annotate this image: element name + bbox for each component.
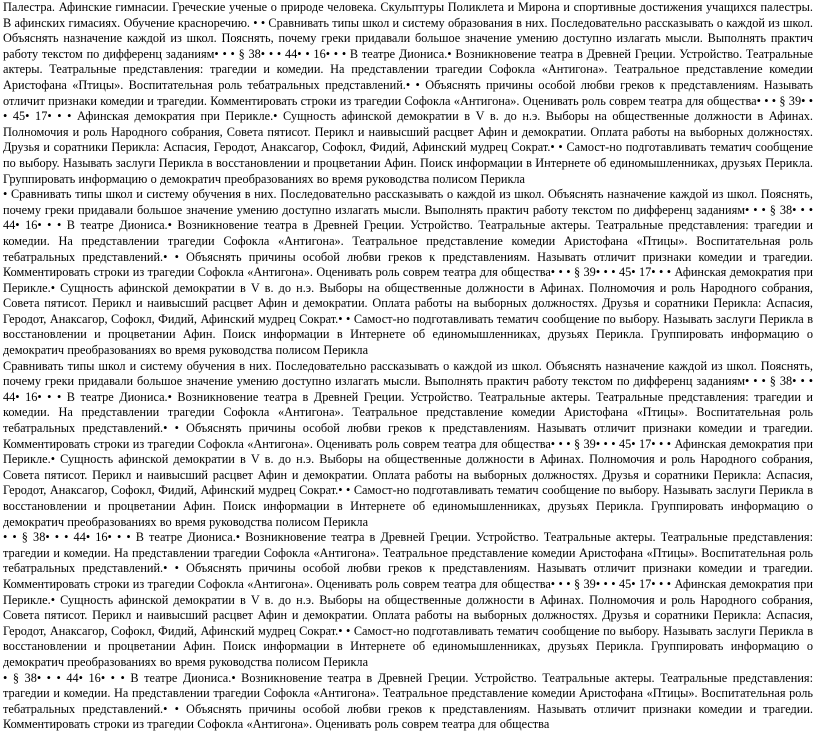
paragraph-1: Палестра. Афинские гимнасии. Греческие ученые о природе человека. Скульптуры Поликлета и Мирона и спортивные достижения учащихся палестры. В афинских гимасиях. Обучение красноречию. • • Сравнивать типы школ и систему образования в них. Последовательно рассказывать о каждой из школ. Объяснять назначение каждой из школ. Пояснять, почему греки придавали большое значение умению доступно излагать мысли. Выполнять практич работу текстом по дифференц заданиям• • • § 38• • • 44• • 16• • • В театре Диониса.• Возникновение театра в Древней Греции. Устройство. Театральные актеры. Театральные представления: трагедии и комедии. На представлении трагедии Софокла «Антигона». Театральное представление комедии Аристофана «Птицы». Воспитательная роль тебатральных представлений.• • Объяснять причины особой любви греков к представлениям. Называть отличит признаки комедии и трагедии. Комментировать строки из трагедии Софокла «Антигона». Оценивать роль соврем театра для общества• • • § 39• • • 45• 17• • • Афинская демократия при Перикле.• Сущность афинской демократии в V в. до н.э. Выборы на общественные должности в Афинах. Полномочия и роль Народного собрания, Совета пятисот. Перикл и наивысший расцвет Афин и демократии. Оплата работы на выборных должностях. Друзья и соратники Перикла: Аспасия, Геродот, Анаксагор, Софокл, Фидий, Афинский мудрец Сократ.• • Самост-но подготавливать тематич сообщение по выбору. Называть заслуги Перикла в восстановлении и процветании Афин. Поиск информации в Интернете об единомышленниках, друзьях Перикла. Группировать информацию о демократич преобразованиях во время руководства полисом Перикла [3,0,813,186]
paragraph-4: • • § 38• • • 44• 16• • • В театре Диониса.• Возникновение театра в Древней Греции. Устройство. Театральные актеры. Театральные представления: трагедии и комедии. На представлении трагедии Софокла «Антигона». Театральное представление комедии Аристофана «Птицы». Воспитательная роль тебатральных представлений.• • Объяснять причины особой любви греков к представлениям. Называть отличит признаки комедии и трагедии. Комментировать строки из трагедии Софокла «Антигона». Оценивать роль соврем театра для общества• • • § 39• • • 45• 17• • • Афинская демократия при Перикле.• Сущность афинской демократии в V в. до н.э. Выборы на общественные должности в Афинах. Полномочия и роль Народного собрания, Совета пятисот. Перикл и наивысший расцвет Афин и демократии. Оплата работы на выборных должностях. Друзья и соратники Перикла: Аспасия, Геродот, Анаксагор, Софокл, Фидий, Афинский мудрец Сократ.• • Самост-но подготавливать тематич сообщение по выбору. Называть заслуги Перикла в восстановлении и процветании Афин. Поиск информации в Интернете об единомышленниках, друзьях Перикла. Группировать информацию о демократич преобразованиях во время руководства полисом Перикла [3,530,813,669]
paragraph-2: • Сравнивать типы школ и систему обучения в них. Последовательно рассказывать о каждой из школ. Объяснять назначение каждой из школ. Пояснять, почему греки придавали большое значение умению доступно излагать мысли. Выполнять практич работу текстом по дифференц заданиям• • • § 38• • • 44• 16• • • В театре Диониса.• Возникновение театра в Древней Греции. Устройство. Театральные актеры. Театральные представления: трагедии и комедии. На представлении трагедии Софокла «Антигона». Театральное представление комедии Аристофана «Птицы». Воспитательная роль тебатральных представлений.• • Объяснять причины особой любви греков к представлениям. Называть отличит признаки комедии и трагедии. Комментировать строки из трагедии Софокла «Антигона». Оценивать роль соврем театра для общества• • • § 39• • • 45• 17• • • Афинская демократия при Перикле.• Сущность афинской демократии в V в. до н.э. Выборы на общественные должности в Афинах. Полномочия и роль Народного собрания, Совета пятисот. Перикл и наивысший расцвет Афин и демократии. Оплата работы на выборных должностях. Друзья и соратники Перикла: Аспасия, Геродот, Анаксагор, Софокл, Фидий, Афинский мудрец Сократ.• • Самост-но подготавливать тематич сообщение по выбору. Называть заслуги Перикла в восстановлении и процветании Афин. Поиск информации в Интернете об единомышленниках, друзьях Перикла. Группировать информацию о демократич преобразованиях во время руководства полисом Перикла [3,187,813,358]
paragraph-5: • § 38• • • 44• 16• • • В театре Диониса.• Возникновение театра в Древней Греции. Устройство. Театральные актеры. Театральные представления: трагедии и комедии. На представлении трагедии Софокла «Антигона». Театральное представление комедии Аристофана «Птицы». Воспитательная роль тебатральных представлений.• • Объяснять причины особой любви греков к представлениям. Называть отличит признаки комедии и трагедии. Комментировать строки из трагедии Софокла «Антигона». Оценивать роль соврем театра для общества [3,670,813,732]
paragraph-3: Сравнивать типы школ и систему обучения в них. Последовательно рассказывать о каждой из школ. Объяснять назначение каждой из школ. Пояснять, почему греки придавали большое значение умению доступно излагать мысли. Выполнять практич работу текстом по дифференц заданиям• • • § 38• • • 44• 16• • • В театре Диониса.• Возникновение театра в Древней Греции. Устройство. Театральные актеры. Театральные представления: трагедии и комедии. На представлении трагедии Софокла «Антигона». Театральное представление комедии Аристофана «Птицы». Воспитательная роль тебатральных представлений.• • Объяснять причины особой любви греков к представлениям. Называть отличит признаки комедии и трагедии. Комментировать строки из трагедии Софокла «Антигона». Оценивать роль соврем театра для общества• • • § 39• • • 45• 17• • • Афинская демократия при Перикле.• Сущность афинской демократии в V в. до н.э. Выборы на общественные должности в Афинах. Полномочия и роль Народного собрания, Совета пятисот. Перикл и наивысший расцвет Афин и демократии. Оплата работы на выборных должностях. Друзья и соратники Перикла: Аспасия, Геродот, Анаксагор, Софокл, Фидий, Афинский мудрец Сократ.• • Самост-но подготавливать тематич сообщение по выбору. Называть заслуги Перикла в восстановлении и процветании Афин. Поиск информации в Интернете об единомышленниках, друзьях Перикла. Группировать информацию о демократич преобразованиях во время руководства полисом Перикла [3,358,813,529]
